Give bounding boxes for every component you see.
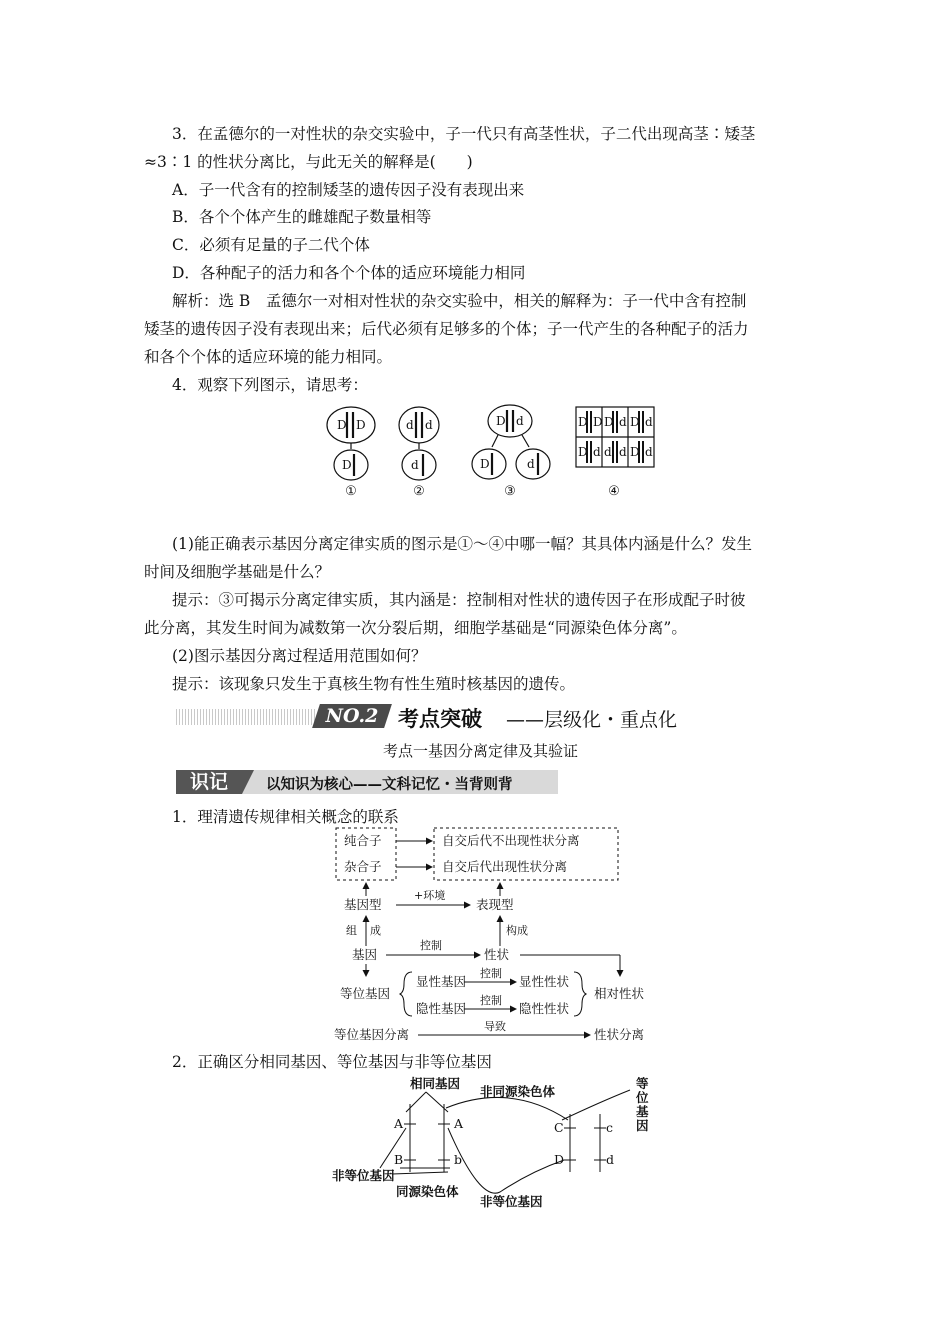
concept-map bbox=[330, 826, 670, 1046]
chromo-nonhomologous: 非同源染色体 bbox=[480, 1084, 556, 1099]
section-tag: 识记 bbox=[176, 770, 242, 794]
concept-relative-trait: 相对性状 bbox=[594, 986, 645, 1001]
fig1-allele-right: D bbox=[356, 418, 366, 432]
svg-text:d: d bbox=[645, 445, 653, 459]
fig2-allele-right: d bbox=[425, 418, 433, 432]
q4-part1-line2: 时间及细胞学基础是什么？ bbox=[144, 563, 331, 581]
item1-heading: 1．理清遗传规律相关概念的联系 bbox=[172, 808, 399, 826]
concept-phenotype: 表现型 bbox=[476, 897, 514, 912]
svg-text:d: d bbox=[619, 445, 627, 459]
chromo-d: d bbox=[606, 1152, 615, 1167]
concept-allele: 等位基因 bbox=[340, 986, 391, 1001]
chromo-D: D bbox=[554, 1152, 565, 1167]
concept-constitute: 构成 bbox=[506, 924, 528, 937]
fig-label-1: ① bbox=[345, 484, 357, 499]
chromo-allele-v4: 因 bbox=[636, 1118, 649, 1133]
topic-heading: 考点一基因分离定律及其验证 bbox=[383, 742, 579, 760]
fig2-parent-cell bbox=[399, 407, 439, 443]
chromo-allele-v2: 位 bbox=[636, 1090, 649, 1105]
concept-compose-1: 组 bbox=[346, 924, 357, 937]
concept-compose-2: 成 bbox=[370, 924, 381, 937]
chromo-b: b bbox=[454, 1152, 463, 1167]
svg-text:D: D bbox=[630, 445, 640, 459]
q4-hint1-line2: 此分离，其发生时间为减数第一次分裂后期，细胞学基础是“同源染色体分离”。 bbox=[144, 619, 687, 637]
svg-text:d: d bbox=[593, 445, 601, 459]
concept-control-2: 控制 bbox=[480, 967, 502, 980]
fig1-parent-cell bbox=[327, 407, 375, 443]
q3-analysis-line2: 矮茎的遗传因子没有表现出来；后代必须有足够多的个体；子一代产生的各种配子的活力 bbox=[144, 320, 749, 338]
concept-homozygote: 纯合子 bbox=[344, 833, 382, 848]
svg-text:D: D bbox=[578, 415, 588, 429]
item2-heading: 2．正确区分相同基因、等位基因与非等位基因 bbox=[172, 1053, 492, 1071]
fig2-allele-left: d bbox=[406, 418, 414, 432]
fig-label-2: ② bbox=[413, 484, 425, 499]
q3-option-b: B．各个个体产生的雌雄配子数量相等 bbox=[172, 208, 432, 226]
fig-label-4: ④ bbox=[608, 484, 620, 499]
chromo-c: c bbox=[606, 1120, 614, 1135]
fig3-parent-cell bbox=[488, 405, 532, 437]
section-bar bbox=[176, 770, 558, 794]
banner-stripes bbox=[176, 709, 316, 725]
chromosome-diagram bbox=[330, 1072, 660, 1212]
chromo-nonallele-2: 非等位基因 bbox=[480, 1194, 543, 1209]
concept-control-3: 控制 bbox=[480, 994, 502, 1007]
fig1-gamete-allele: D bbox=[342, 458, 352, 472]
q4-part2: (2)图示基因分离过程适用范围如何？ bbox=[172, 647, 427, 665]
chromo-nonallele-1: 非等位基因 bbox=[332, 1168, 395, 1183]
chromo-B: B bbox=[394, 1152, 404, 1167]
fig-label-3: ③ bbox=[504, 484, 516, 499]
q4-hint2: 提示：该现象只发生于真核生物有性生殖时核基因的遗传。 bbox=[172, 675, 576, 693]
q3-option-d: D．各种配子的活力和各个个体的适应环境能力相同 bbox=[172, 264, 526, 282]
concept-dominant-trait: 显性性状 bbox=[519, 974, 570, 989]
svg-text:D: D bbox=[593, 415, 603, 429]
concept-heterozygote: 杂合子 bbox=[344, 859, 382, 874]
fig2-gamete-allele: d bbox=[411, 458, 419, 472]
svg-text:d: d bbox=[619, 415, 627, 429]
chromo-allele-v1: 等 bbox=[636, 1076, 649, 1091]
concept-gene: 基因 bbox=[352, 947, 378, 962]
concept-recessive-trait: 隐性性状 bbox=[519, 1001, 570, 1016]
svg-text:d: d bbox=[604, 445, 612, 459]
q3-stem-line2: ≈3∶1 的性状分离比，与此无关的解释是( ) bbox=[144, 153, 473, 171]
q3-option-c: C．必须有足量的子二代个体 bbox=[172, 236, 370, 254]
q4-part1-line1: (1)能正确表示基因分离定律实质的图示是①～④中哪一幅？其具体内涵是什么？发生 bbox=[172, 535, 752, 553]
fig3-allele-left: D bbox=[496, 414, 506, 428]
chromo-A-left: A bbox=[394, 1116, 404, 1131]
fig3-allele-right: d bbox=[516, 414, 524, 428]
fig3-gamete2-allele: d bbox=[527, 457, 535, 471]
q4-hint1-line1: 提示：③可揭示分离定律实质，其内涵是：控制相对性状的遗传因子在形成配子时彼 bbox=[172, 591, 746, 609]
fig2-gamete-cell bbox=[402, 450, 436, 480]
banner-title: 考点突破 bbox=[398, 707, 482, 731]
concept-heterozygote-result: 自交后代出现性状分离 bbox=[442, 859, 568, 874]
section-description: 以知识为核心——文科记忆・当背则背 bbox=[266, 777, 513, 793]
section-banner bbox=[176, 704, 776, 730]
chromo-same-gene: 相同基因 bbox=[410, 1076, 461, 1091]
q3-analysis-line1: 解析：选 B 孟德尔一对相对性状的杂交实验中，相关的解释为：子一代中含有控制 bbox=[172, 292, 747, 310]
concept-control-1: 控制 bbox=[420, 939, 442, 952]
q3-stem-line1: 3．在孟德尔的一对性状的杂交实验中，子一代只有高茎性状，子二代出现高茎∶矮茎 bbox=[172, 125, 756, 143]
concept-recessive-gene: 隐性基因 bbox=[416, 1001, 467, 1016]
fig1-allele-left: D bbox=[337, 418, 347, 432]
concept-allele-separation: 等位基因分离 bbox=[334, 1027, 410, 1042]
concept-genotype: 基因型 bbox=[344, 897, 382, 912]
svg-text:D: D bbox=[630, 415, 640, 429]
q4-figure bbox=[320, 403, 660, 499]
concept-trait: 性状 bbox=[484, 947, 510, 962]
svg-text:D: D bbox=[578, 445, 588, 459]
chromo-homologous: 同源染色体 bbox=[396, 1184, 459, 1199]
concept-homozygote-result: 自交后代不出现性状分离 bbox=[442, 833, 580, 848]
q4-stem: 4．观察下列图示，请思考： bbox=[172, 376, 368, 394]
concept-lead-to: 导致 bbox=[484, 1020, 506, 1033]
fig3-gamete1-allele: D bbox=[480, 457, 490, 471]
q3-option-a: A．子一代含有的控制矮茎的遗传因子没有表现出来 bbox=[172, 181, 525, 199]
svg-text:d: d bbox=[645, 415, 653, 429]
banner-number-badge: NO.2 bbox=[312, 704, 392, 728]
banner-subtitle: ——层级化・重点化 bbox=[506, 709, 678, 731]
q3-analysis-line3: 和各个个体的适应环境的能力相同。 bbox=[144, 348, 393, 366]
chromo-allele-v3: 基 bbox=[636, 1104, 649, 1119]
concept-dominant-gene: 显性基因 bbox=[416, 974, 467, 989]
chromo-C: C bbox=[554, 1120, 564, 1135]
concept-trait-separation: 性状分离 bbox=[594, 1027, 645, 1042]
chromo-A-right: A bbox=[454, 1116, 464, 1131]
svg-text:D: D bbox=[604, 415, 614, 429]
concept-environment: +环境 bbox=[414, 889, 446, 902]
